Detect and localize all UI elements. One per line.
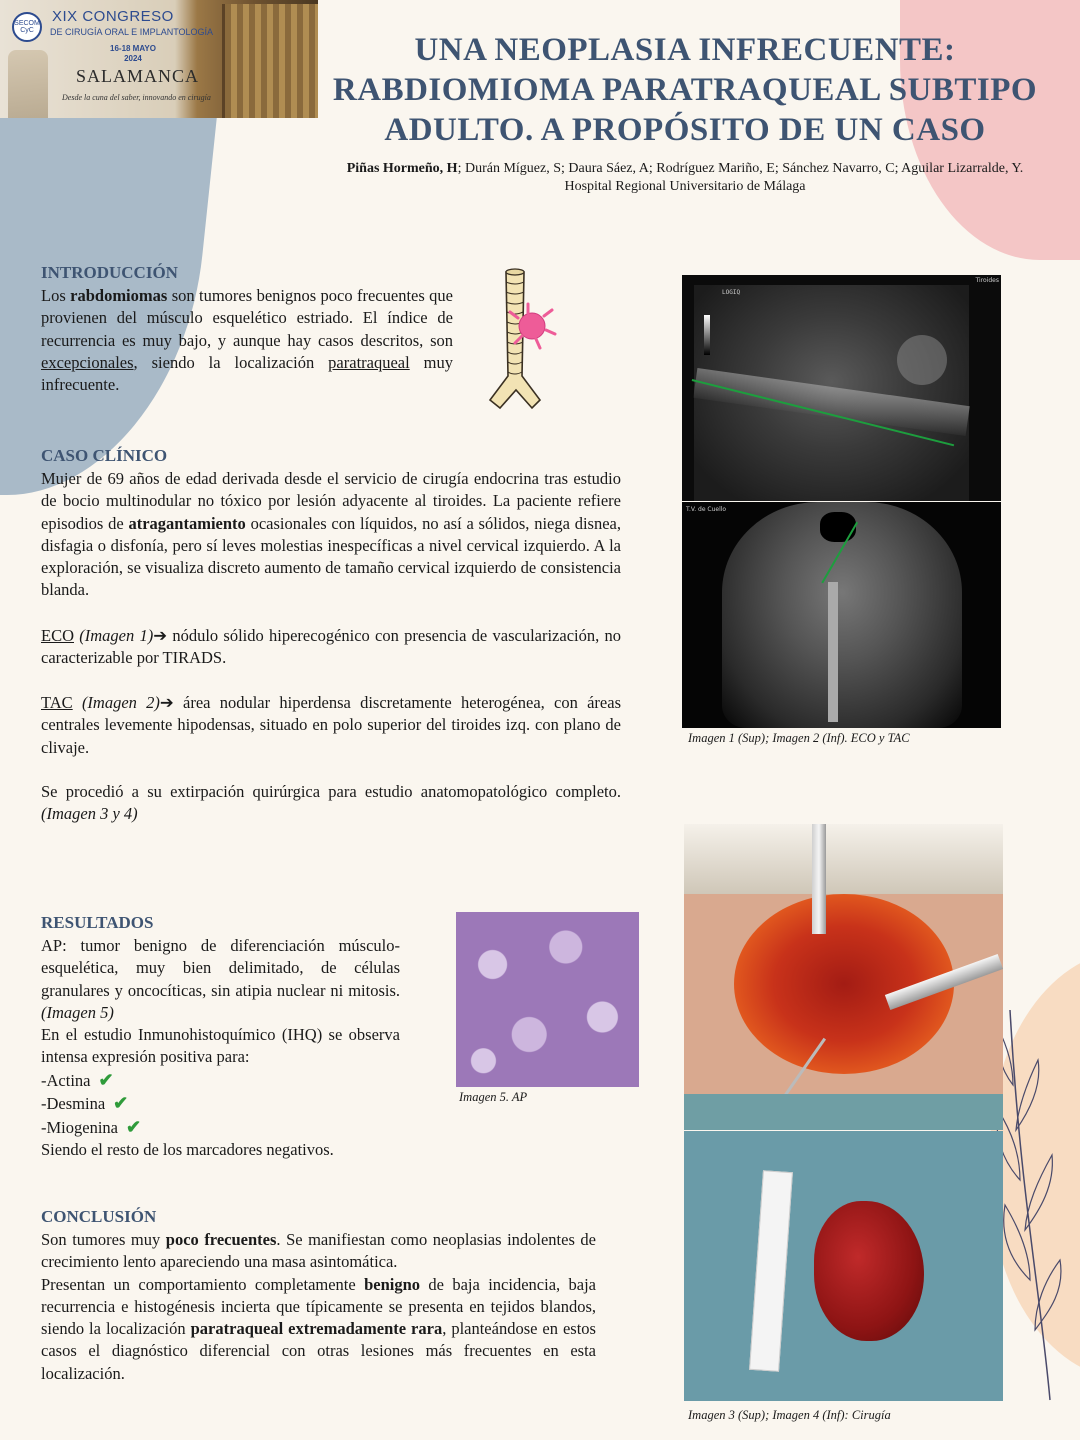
congress-dates-year: 2024 bbox=[124, 54, 142, 63]
ct-spine bbox=[828, 582, 838, 722]
specimen-ruler bbox=[749, 1170, 793, 1372]
facade-graphic bbox=[222, 4, 318, 118]
caso-text-2: ocasionales con líquidos, no así a sólidos, niega disnea, disfagia o disfonía, pero sí leves molestias inespecíficas a nivel cervical izquierdo. A la exploración, se visualiza discreto aumento de tamaño cervical izquierdo de consistencia blanda. bbox=[41, 513, 621, 600]
caso-paragraph-1 bbox=[41, 468, 621, 602]
intro-text-1: Los bbox=[41, 286, 71, 305]
surgery-text: Se procedió a su extirpación quirúrgica para estudio anatomopatológico completo. bbox=[41, 782, 621, 801]
conclusion-heading: CONCLUSIÓN bbox=[41, 1207, 157, 1226]
caso-paragraph-surgery bbox=[41, 781, 621, 826]
conclusion-text-3: Presentan un comportamiento completamente bbox=[41, 1274, 365, 1294]
ct-label: T.V. de Cuello bbox=[686, 506, 727, 513]
surgery-image-ref: (Imagen 3 y 4) bbox=[41, 804, 138, 824]
caso-heading: CASO CLÍNICO bbox=[41, 446, 168, 465]
congress-name: XIX CONGRESO bbox=[52, 8, 174, 25]
congress-dates-days: 16-18 MAYO bbox=[110, 44, 156, 53]
trachea-illustration bbox=[478, 268, 568, 416]
tac-label: TAC bbox=[41, 693, 73, 712]
tac-text: área nodular hiperdensa discretamente heterogénea, con áreas centrales levemente hipodensas, situado en polo superior del tiroides izq. con plano de clivaje. bbox=[41, 693, 621, 757]
histology-image bbox=[456, 912, 639, 1087]
marker-label: -Miogenina bbox=[41, 1117, 118, 1137]
co-authors: ; Durán Míguez, S; Daura Sáez, A; Rodríguez Mariño, E; Sánchez Navarro, C; Aguilar Lizarralde, Y. bbox=[457, 161, 1024, 176]
surgery-drape-top bbox=[684, 824, 1003, 894]
intro-text-2: son tumores benignos poco frecuentes que provienen del músculo esquelético estriado. El índice de recurrencia es muy bajo, y aunque hay casos descritos, son bbox=[41, 286, 453, 350]
resultados-text-1: AP: tumor benigno de diferenciación músculo-esquelética, muy bien delimitado, de células granulares y oncocíticas, sin atipia nuclear ni mitosis. bbox=[41, 936, 400, 1000]
intro-heading: INTRODUCCIÓN bbox=[41, 263, 178, 282]
intro-text-4: muy infrecuente. bbox=[41, 352, 453, 395]
check-icon: ✔ bbox=[113, 1093, 129, 1114]
intro-paragraph bbox=[41, 285, 453, 396]
congress-logo bbox=[0, 0, 318, 118]
lead-author: Piñas Hormeño, H bbox=[346, 161, 458, 176]
caso-text-1: Mujer de 69 años de edad derivada desde el servicio de cirugía endocrina tras estudio de bocio multinodular no tóxico por lesión adyacente al tiroides. La paciente refiere episodios de bbox=[41, 469, 621, 533]
marker-label: -Actina bbox=[41, 1071, 91, 1090]
check-icon: ✔ bbox=[98, 1070, 114, 1090]
ultrasound-image bbox=[682, 275, 1001, 501]
markers-list bbox=[41, 1069, 400, 1161]
eco-label: ECO bbox=[41, 626, 74, 645]
conclusion-bold-1: poco frecuentes bbox=[165, 1230, 277, 1249]
caption-images-1-2: Imagen 1 (Sup); Imagen 2 (Inf). ECO y TAC bbox=[688, 731, 910, 745]
conclusion-bold-benigno: benigno bbox=[364, 1274, 421, 1294]
congress-motto: Desde la cuna del saber, innovando en cirugía bbox=[62, 93, 211, 102]
intro-text-3: , siendo la localización bbox=[133, 352, 329, 372]
check-icon: ✔ bbox=[125, 1116, 142, 1137]
arrow-icon: ➔ bbox=[153, 626, 168, 645]
caso-bold-atragantamiento: atragantamiento bbox=[128, 513, 246, 533]
ct-airway bbox=[820, 512, 856, 542]
excised-tumor bbox=[814, 1201, 924, 1341]
surgery-image-2 bbox=[684, 1131, 1003, 1401]
conclusion-text-4: de baja incidencia, baja recurrencia e histogénesis incierta que típicamente se presenta en tejidos blandos, siendo la localización bbox=[41, 1274, 596, 1339]
intro-underline-excepcionales: excepcionales bbox=[41, 352, 134, 372]
marker-actina bbox=[41, 1069, 400, 1092]
title-line-2: RABDIOMIOMA PARATRAQUEAL SUBTIPO bbox=[332, 72, 1038, 108]
title-line-3: ADULTO. A PROPÓSITO DE UN CASO bbox=[384, 112, 986, 148]
intro-bold-rabdomiomas: rabdomiomas bbox=[70, 286, 168, 305]
conclusion-text-5: , planteándose en estos casos el diagnóstico diferencial con otras lesiones más frecuentes en esta localización. bbox=[41, 1319, 596, 1383]
ultrasound-header: LOGIQ bbox=[722, 289, 741, 296]
marker-label: -Desmina bbox=[41, 1094, 106, 1114]
resultados-text-2: En el estudio Inmunohistoquímico (IHQ) se observa intensa expresión positiva para: bbox=[41, 1025, 400, 1067]
ultrasound-side-label: Tiroides bbox=[975, 277, 999, 284]
intro-underline-paratraqueal: paratraqueal bbox=[328, 352, 410, 372]
resultados-heading: RESULTADOS bbox=[41, 913, 154, 932]
resultados-image-ref: (Imagen 5) bbox=[41, 1002, 114, 1022]
tac-image-ref: (Imagen 2) bbox=[81, 693, 160, 712]
ct-image bbox=[682, 502, 1001, 728]
caption-image-5: Imagen 5. AP bbox=[459, 1090, 528, 1104]
ultrasound-grayscale-bar bbox=[704, 315, 710, 355]
surgery-image-1 bbox=[684, 824, 1003, 1130]
eco-paragraph bbox=[41, 625, 621, 670]
eco-text: nódulo sólido hiperecogénico con presencia de vascularización, no caracterizable por TIRADS. bbox=[41, 626, 621, 668]
resultados-closing: Siendo el resto de los marcadores negativos. bbox=[41, 1139, 334, 1159]
caption-images-3-4: Imagen 3 (Sup); Imagen 4 (Inf): Cirugía bbox=[688, 1408, 891, 1422]
conclusion-text-2: . Se manifiestan como neoplasias indolentes de crecimiento lento apareciendo una masa asintomática. bbox=[41, 1230, 596, 1272]
tac-paragraph bbox=[41, 692, 621, 759]
secom-badge: SECOM CyC bbox=[12, 12, 42, 42]
eco-image-ref: (Imagen 1) bbox=[79, 626, 154, 645]
marker-miogenina bbox=[41, 1116, 400, 1139]
congress-subtitle: DE CIRUGÍA ORAL E IMPLANTOLOGÍA bbox=[50, 27, 214, 37]
resultados-paragraph bbox=[41, 935, 400, 1069]
congress-dates bbox=[110, 44, 156, 64]
conclusion-text-1: Son tumores muy bbox=[41, 1230, 166, 1249]
retractor-top bbox=[812, 824, 826, 934]
authors-block bbox=[300, 160, 1070, 196]
surgery-drape-bottom bbox=[684, 1094, 1003, 1130]
arrow-icon: ➔ bbox=[159, 693, 174, 712]
conclusion-bold-paratraqueal: paratraqueal extremadamente rara bbox=[190, 1319, 443, 1339]
marker-desmina bbox=[41, 1092, 400, 1115]
cathedral-tower-graphic bbox=[8, 50, 48, 118]
authors-line bbox=[300, 160, 1070, 178]
ultrasound-nodule bbox=[897, 335, 947, 385]
title-line-1: UNA NEOPLASIA INFRECUENTE: bbox=[414, 32, 956, 68]
affiliation: Hospital Regional Universitario de Málaga bbox=[564, 179, 806, 194]
conclusion-paragraph bbox=[41, 1229, 596, 1385]
congress-city: SALAMANCA bbox=[76, 66, 200, 86]
poster-title bbox=[320, 30, 1050, 150]
